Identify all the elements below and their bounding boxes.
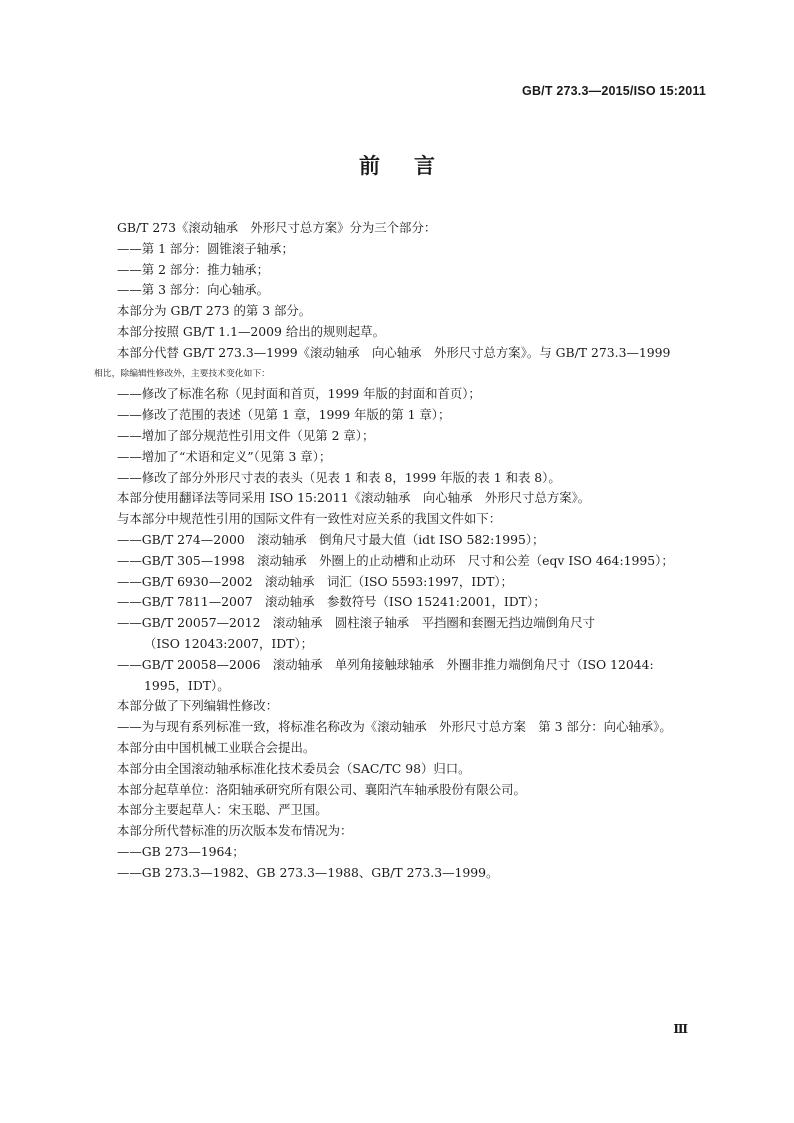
text-line: 本部分由中国机械工业联合会提出。 [117,739,316,755]
list-item: ——为与现有系列标准一致，将标准名称改为《滚动轴承 外形尺寸总方案 第 3 部分：向心轴承》。 [117,719,672,735]
list-item: ——第 1 部分：圆锥滚子轴承； [117,240,294,256]
list-item: ——GB/T 6930—2002 滚动轴承 词汇（ISO 5593:1997，IDT）； [117,573,513,589]
list-item: ——增加了部分规范性引用文件（见第 2 章）； [117,427,375,443]
list-item: ——GB/T 274—2000 滚动轴承 倒角尺寸最大值（idt ISO 582:1995）； [117,531,545,547]
list-item: ——GB 273.3—1982、GB 273.3—1988、GB/T 273.3—1999。 [117,864,499,880]
list-item: ——增加了“术语和定义”（见第 3 章）； [117,448,332,464]
page-title: 前言 [359,154,469,178]
list-item: ——GB/T 20057—2012 滚动轴承 圆柱滚子轴承 平挡圈和套圈无挡边端倒角尺寸 [117,615,596,631]
standard-code: GB/T 273.3—2015/ISO 15:2011 [522,84,706,98]
list-item: ——GB/T 7811—2007 滚动轴承 参数符号（ISO 15241:2001，IDT）； [117,594,546,610]
text-line: 本部分主要起草人：宋玉聪、严卫国。 [117,802,328,818]
text-line-continuation: 相比，除编辑性修改外，主要技术变化如下： [94,368,270,379]
list-item: ——修改了部分外形尺寸表的表头（见表 1 和表 8，1999 年版的表 1 和表 8）。 [117,469,561,485]
list-item: ——第 2 部分：推力轴承； [117,261,270,277]
list-item: ——GB 273—1964； [117,843,245,859]
text-line: 本部分代替 GB/T 273.3—1999《滚动轴承 向心轴承 外形尺寸总方案》。与 GB/T 273.3—1999 [117,344,671,360]
list-item: ——修改了标准名称（见封面和首页，1999 年版的封面和首页）； [117,386,481,402]
text-line: 本部分按照 GB/T 1.1—2009 给出的规则起草。 [117,323,385,339]
list-item: ——GB/T 20058—2006 滚动轴承 单列角接触球轴承 外圈非推力端倒角尺寸（ISO 12044: [117,656,654,672]
text-line: GB/T 273《滚动轴承 外形尺寸总方案》分为三个部分： [117,220,437,235]
list-item: ——第 3 部分：向心轴承。 [117,282,270,298]
text-line: 本部分为 GB/T 273 的第 3 部分。 [117,303,312,319]
text-line: 本部分起草单位：洛阳轴承研究所有限公司、襄阳汽车轴承股份有限公司。 [117,781,526,797]
list-item: ——GB/T 305—1998 滚动轴承 外圈上的止动槽和止动环 尺寸和公差（eqv ISO 464:1995）； [117,552,674,568]
text-line: 本部分使用翻译法等同采用 ISO 15:2011《滚动轴承 向心轴承 外形尺寸总方案》。 [117,490,591,506]
foreword-body [94,218,709,884]
list-item-continuation: （ISO 12043:2007，IDT）； [144,635,314,651]
text-line: 本部分所代替标准的历次版本发布情况为： [117,823,353,839]
text-line: 本部分由全国滚动轴承标准化技术委员会（SAC/TC 98）归口。 [117,760,471,776]
text-line: 本部分做了下列编辑性修改： [117,698,279,714]
text-line: 与本部分中规范性引用的国际文件有一致性对应关系的我国文件如下： [117,511,502,527]
list-item: ——修改了范围的表述（见第 1 章，1999 年版的第 1 章）； [117,407,451,423]
page-number: Ⅲ [673,1022,688,1036]
list-item-continuation: 1995，IDT）。 [144,677,230,693]
